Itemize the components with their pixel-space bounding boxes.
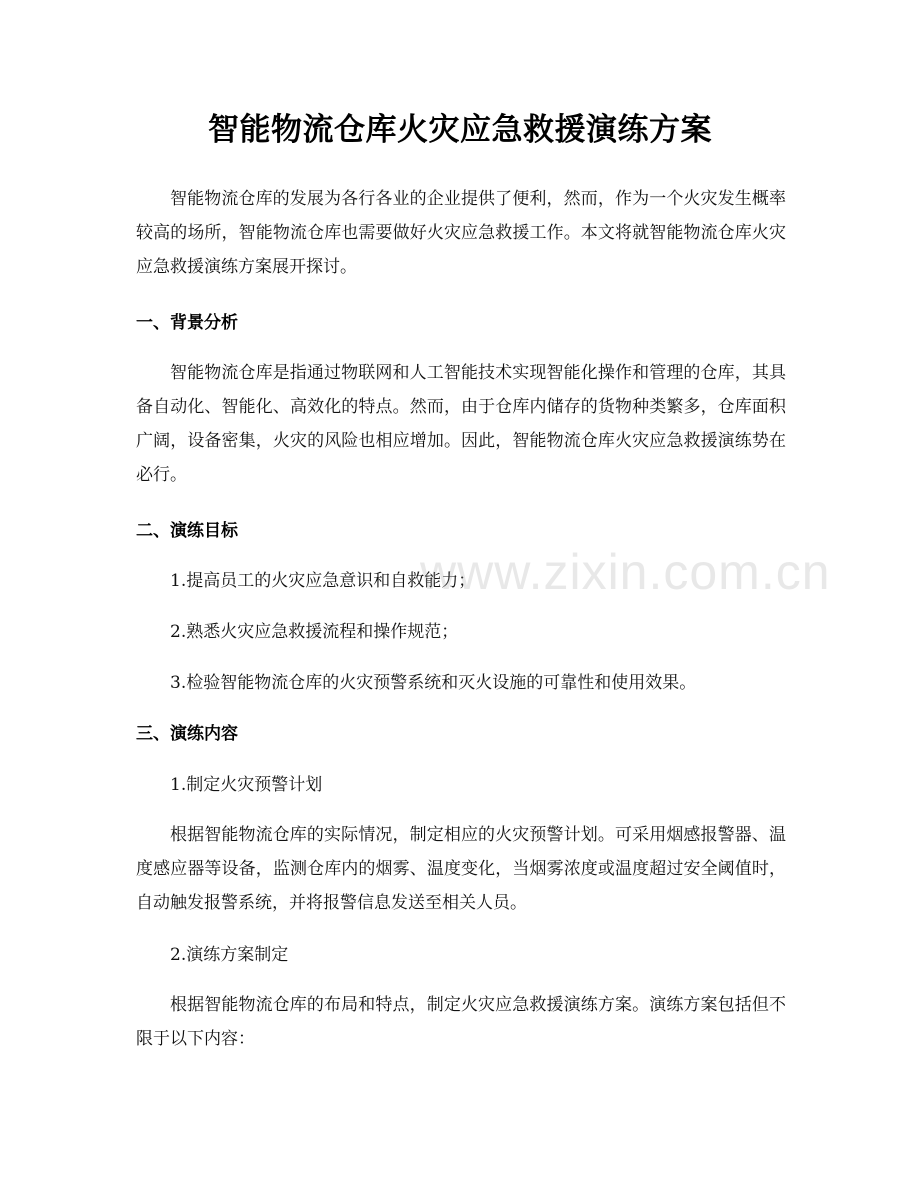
- document-title: 智能物流仓库火灾应急救援演练方案: [208, 112, 712, 148]
- goal-item-1: 1.提高员工的火灾应急意识和自救能力；: [170, 571, 476, 591]
- content-paragraph-1: 根据智能物流仓库的实际情况，制定相应的火灾预警计划。可采用烟感报警器、温度感应器等设备，监测仓库内的烟雾、温度变化，当烟雾浓度或温度超过安全阈值时，自动触发报警系统，并将报警信息发送至相关人员。: [136, 825, 786, 913]
- watermark: www.zixin.com.cn: [420, 544, 831, 600]
- intro-paragraph: 智能物流仓库的发展为各行各业的企业提供了便利，然而，作为一个火灾发生概率较高的场所，智能物流仓库也需要做好火灾应急救援工作。本文将就智能物流仓库火灾应急救援演练方案展开探讨。: [136, 189, 786, 277]
- content-subtitle-2: 2.演练方案制定: [170, 945, 289, 965]
- goal-item-2: 2.熟悉火灾应急救援流程和操作规范；: [170, 622, 459, 642]
- section-heading-goals: 二、演练目标: [136, 521, 238, 541]
- content-subtitle-1: 1.制定火灾预警计划: [170, 775, 323, 795]
- section-heading-background: 一、背景分析: [136, 313, 238, 333]
- content-paragraph-2: 根据智能物流仓库的布局和特点，制定火灾应急救援演练方案。演练方案包括但不限于以下内容：: [136, 995, 786, 1049]
- goal-item-3: 3.检验智能物流仓库的火灾预警系统和灭火设施的可靠性和使用效果。: [170, 673, 697, 693]
- background-paragraph: 智能物流仓库是指通过物联网和人工智能技术实现智能化操作和管理的仓库，其具备自动化、智能化、高效化的特点。然而，由于仓库内储存的货物种类繁多，仓库面积广阔，设备密集，火灾的风险也相应增加。因此，智能物流仓库火灾应急救援演练势在必行。: [136, 363, 786, 485]
- section-heading-content: 三、演练内容: [136, 724, 238, 744]
